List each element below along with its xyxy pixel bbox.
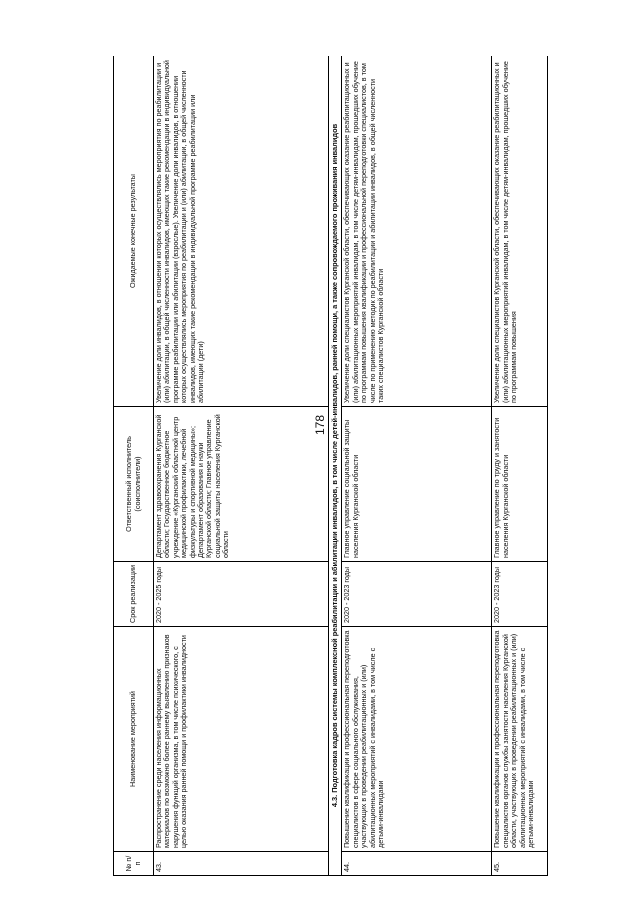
header-num: № п/п <box>114 852 154 876</box>
row-num: 44. <box>342 852 492 876</box>
section-heading: 4.3. Подготовка кадров системы комплексной реабилитации и абилитации инвалидов, в том числе детей-инвалидов, ранней помощи, а также сопровождаемого проживания инвалидов <box>329 56 342 876</box>
document-sheet <box>113 56 551 876</box>
row-executor: Департамент здравоохранения Курганской области; Государственное бюджетное учреждение «Курганский областной центр медицинской профилактики, лечебной физкультуры и спортивной медицины»; Департамент образования и науки Курганской области; Главное управление социальной защиты населения Курганской области <box>154 407 329 562</box>
row-name: Повышение квалификации и профессиональная переподготовка специалистов в сфере социального обслуживания, участвующих в проведении реабилитационных и (или) абилитационных мероприятий с инвалидами, в том числе с детьми-инвалидами <box>342 627 492 852</box>
page-number: 178 <box>313 414 328 436</box>
row-name: Распространение среди населения информационных материалов по возможно более раннему выявлению признаков нарушения функций организма, в том числе психического, с целью оказания ранней помощи и профилактики инвалидности <box>154 627 329 852</box>
section-row <box>329 56 342 876</box>
row-executor: Главное управление по труду и занятости населения Курганской области <box>492 407 548 562</box>
row-result: Увеличение доли инвалидов, в отношении которых осуществлялись мероприятия по реабилитации и (или) абилитации, в общей численности инвалидов, имеющих такие рекомендации в индивидуальной программе реабилитации или абилитации (взрослые). Увеличение доли инвалидов, в отношении которых осуществлялись мероприятия по реабилитации и (или) абилитации, в общей численности инвалидов, имеющих такие рекомендации в индивидуальной программе реабилитации или абилитации (дети) <box>154 56 329 407</box>
header-term: Срок реализации <box>114 562 154 627</box>
table-row <box>342 56 492 876</box>
row-num: 43. <box>154 852 329 876</box>
table-row <box>492 56 548 876</box>
table-row <box>154 56 329 876</box>
row-term: 2020 - 2025 годы <box>154 562 329 627</box>
row-term: 2020 - 2023 годы <box>492 562 548 627</box>
header-name: Наименование мероприятий <box>114 627 154 852</box>
row-num: 45. <box>492 852 548 876</box>
header-result: Ожидаемые конечные результаты <box>114 56 154 407</box>
row-name: Повышение квалификации и профессиональная переподготовка специалистов органов службы занятости населения Курганской области, участвующих в проведении реабилитационных и (или) абилитационных мероприятий с инвалидами, в том числе с детьми-инвалидами <box>492 627 548 852</box>
table-header-row <box>114 56 154 876</box>
row-result: Увеличение доли специалистов Курганской области, обеспечивающих оказание реабилитационных и (или) абилитационных мероприятий инвалидам, в том числе детям-инвалидам, прошедших обучение по программам повышения <box>492 56 548 407</box>
row-executor: Главное управление социальной защиты населения Курганской области <box>342 407 492 562</box>
rotated-table-container <box>113 56 551 876</box>
measures-table <box>113 56 548 876</box>
header-executor: Ответственный исполнитель (соисполнители) <box>114 407 154 562</box>
row-result: Увеличение доли специалистов Курганской области, обеспечивающих оказание реабилитационных и (или) абилитационных мероприятий инвалидам, в том числе детям-инвалидам, прошедших обучение по программам повышения квалификации и профессиональной переподготовки специалистов, в том числе по применению методик по реабилитации и абилитации инвалидов, в общей численности таких специалистов Курганской области <box>342 56 492 407</box>
row-term: 2020 - 2023 годы <box>342 562 492 627</box>
